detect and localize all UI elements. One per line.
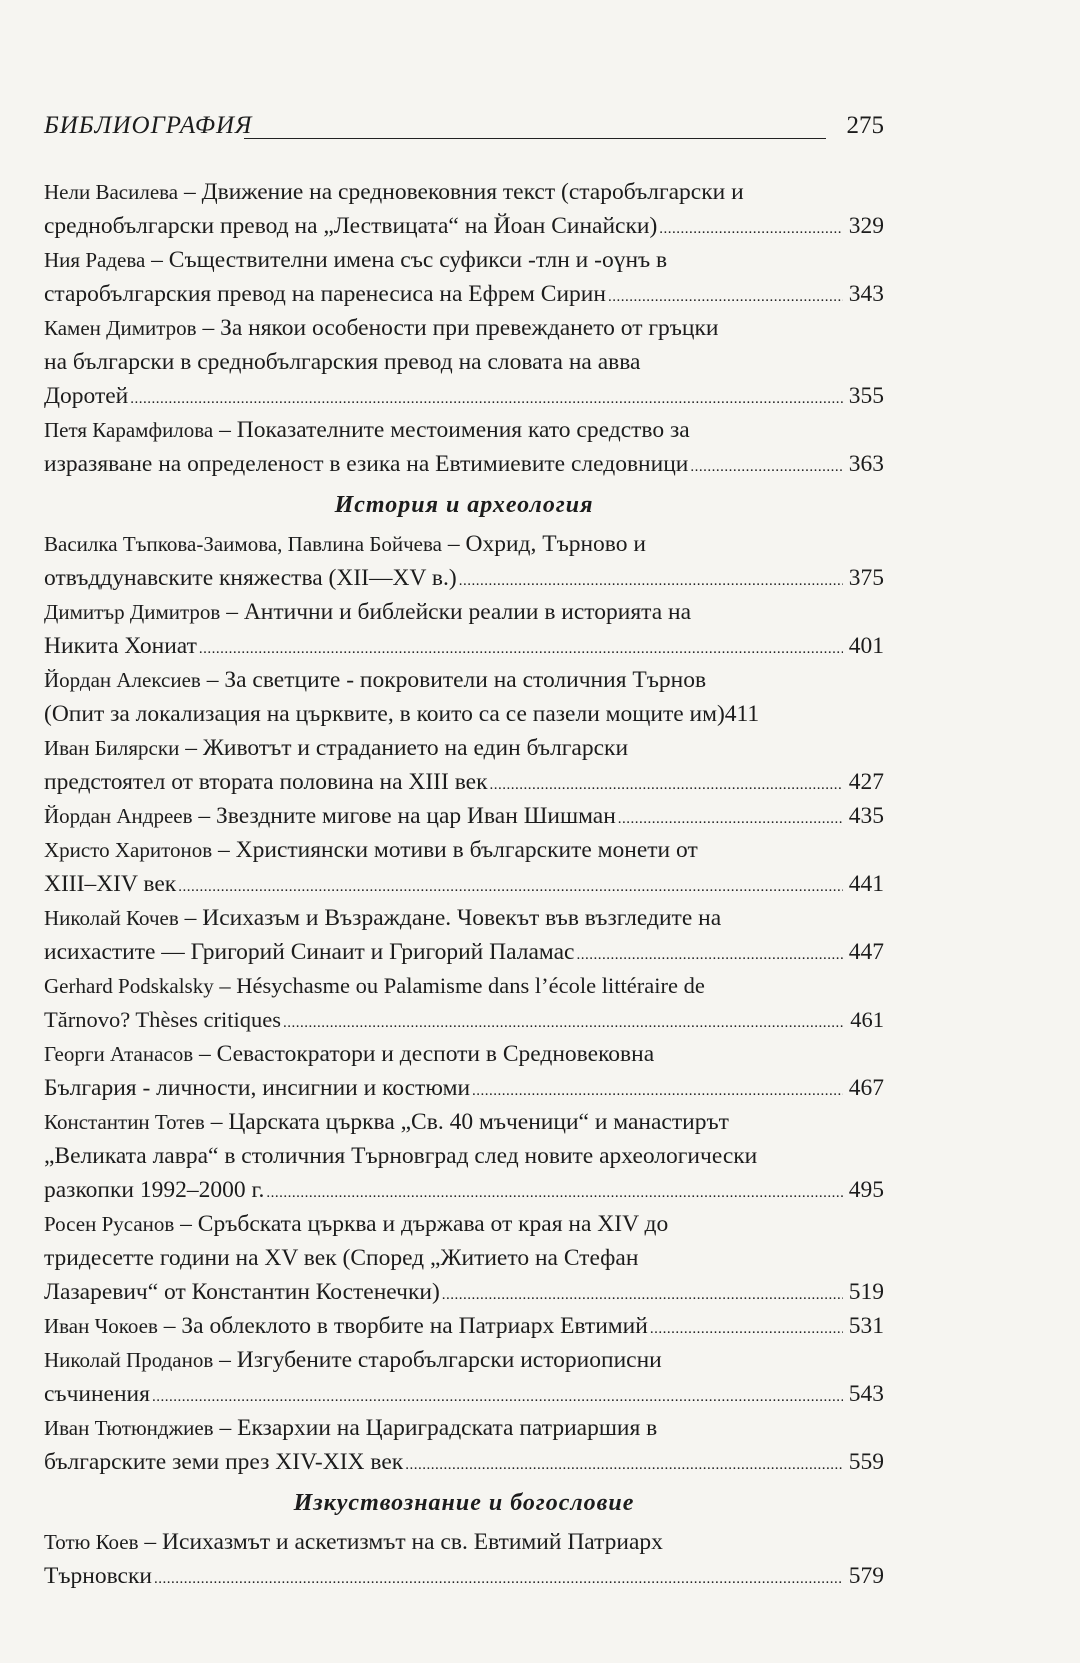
entry-title: XIII–XIV век — [44, 871, 177, 897]
table-of-contents — [44, 175, 884, 1593]
toc-line — [44, 243, 884, 277]
entry-title: – За светците - покровители на столичния Търнов — [200, 667, 707, 693]
entry-author: Нели Василева — [44, 180, 179, 204]
entry-page-number: 467 — [848, 1075, 884, 1101]
entry-title: тридесетте години на XV век (Според „Житието на Стефан — [44, 1245, 639, 1271]
entry-page-number: 375 — [848, 565, 884, 591]
entry-title: съчинения — [44, 1381, 150, 1407]
header-rule — [244, 138, 826, 139]
entry-page-number: 543 — [848, 1381, 884, 1407]
dot-leader — [490, 768, 843, 799]
entry-author: Николай Кочев — [44, 906, 179, 930]
toc-line — [44, 765, 884, 799]
dot-leader — [266, 1176, 842, 1207]
entry-author: Василка Тъпкова-Заимова, Павлина Бойчева — [44, 532, 442, 556]
entry-title: – Hésychasme ou Palamisme dans l’école littéraire de — [213, 973, 705, 998]
entry-title: – Исихазмът и аскетизмът на св. Евтимий Патриарх — [138, 1529, 663, 1555]
entry-title: среднобългарски превод на „Лествицата“ на Йоан Синайски) — [44, 213, 658, 239]
running-title: БИБЛИОГРАФИЯ — [44, 112, 253, 139]
entry-title: отвъддунавските княжества (XII—XV в.) — [44, 565, 457, 591]
entry-author: Николай Проданов — [44, 1348, 214, 1372]
entry-page-number: 559 — [848, 1449, 884, 1475]
entry-title: (Опит за локализация на църквите, в които са се пазели мощите им)411 — [44, 701, 760, 727]
entry-author: Иван Билярски — [44, 736, 180, 760]
toc-line — [44, 277, 884, 311]
entry-page-number: 461 — [850, 1007, 884, 1032]
entry-author: Тотю Коев — [44, 1530, 139, 1554]
entry-page-number: 435 — [848, 803, 884, 829]
dot-leader — [576, 938, 842, 969]
entry-title: – Животът и страданието на един български — [179, 735, 629, 761]
entry-title: – Исихазъм и Възраждане. Човекът във възгледите на — [178, 905, 722, 931]
toc-line — [44, 629, 884, 663]
entry-author: Константин Тотев — [44, 1110, 205, 1134]
toc-line — [44, 1105, 884, 1139]
toc-line — [44, 379, 884, 413]
section-heading: История и археология — [334, 492, 594, 518]
entry-title: предстоятел от втората половина на XIII век — [44, 769, 488, 795]
entry-title: „Великата лавра“ в столичния Търновград след новите археологически — [44, 1143, 758, 1169]
entry-page-number: 401 — [848, 633, 884, 659]
toc-line — [44, 209, 884, 243]
toc-line — [44, 663, 884, 697]
entry-author: Иван Тютюнджиев — [44, 1416, 214, 1440]
toc-line — [44, 1559, 884, 1593]
entry-title: – Сръбската църква и държава от края на XIV до — [174, 1211, 669, 1237]
entry-page-number: 343 — [848, 281, 884, 307]
toc-line — [44, 527, 884, 561]
toc-line — [44, 1071, 884, 1105]
toc-line — [44, 731, 884, 765]
entry-author: Gerhard Podskalsky — [44, 974, 214, 998]
entry-author: Камен Димитров — [44, 316, 197, 340]
entry-title: исихастите — Григорий Синаит и Григорий Паламас — [44, 939, 575, 965]
entry-title: – Изгубените старобългарски историописни — [213, 1347, 662, 1373]
dot-leader — [659, 212, 842, 243]
entry-page-number: 447 — [848, 939, 884, 965]
entry-title: Лазаревич“ от Константин Костенечки) — [44, 1279, 440, 1305]
entry-title: Никита Хониат — [44, 633, 197, 659]
toc-line — [44, 1445, 884, 1479]
entry-title: – За облеклото в творбите на Патриарх Евтимий — [157, 1313, 648, 1339]
entry-author: Георги Атанасов — [44, 1042, 194, 1066]
toc-line — [44, 1037, 884, 1071]
toc-line — [44, 935, 884, 969]
entry-title: – Звездните мигове на цар Иван Шишман — [192, 803, 616, 829]
dot-leader — [152, 1380, 843, 1411]
section-heading: Изкуствознание и богословие — [293, 1490, 635, 1516]
entry-title: Търновски — [44, 1563, 152, 1589]
toc-line — [44, 833, 884, 867]
entry-title: – Антични и библейски реалии в историята на — [220, 599, 692, 625]
entry-title: – Движение на средновековния текст (старобългарски и — [178, 179, 744, 205]
dot-leader — [608, 280, 843, 311]
toc-line — [44, 345, 884, 379]
toc-line — [44, 175, 884, 209]
entry-title: Доротей — [44, 383, 129, 409]
entry-author: Росен Русанов — [44, 1212, 175, 1236]
toc-line — [44, 1139, 884, 1173]
entry-author: Йордан Алексиев — [44, 668, 201, 692]
entry-title: на български в среднобългарския превод на словата на авва — [44, 349, 641, 375]
toc-line — [44, 311, 884, 345]
dot-leader — [199, 632, 843, 663]
entry-page-number: 441 — [848, 871, 884, 897]
toc-line — [44, 969, 884, 1003]
toc-line — [44, 595, 884, 629]
toc-line — [44, 1003, 884, 1037]
toc-line — [44, 1173, 884, 1207]
toc-line — [44, 1275, 884, 1309]
dot-leader — [618, 802, 843, 833]
dot-leader — [690, 450, 842, 481]
entry-page-number: 495 — [848, 1177, 884, 1203]
entry-title: – Севастократори и деспоти в Средновековна — [193, 1041, 655, 1067]
entry-page-number: 355 — [848, 383, 884, 409]
toc-line — [44, 1343, 884, 1377]
entry-title: – Царската църква „Св. 40 мъченици“ и манастирът — [204, 1109, 729, 1135]
entry-page-number: 427 — [848, 769, 884, 795]
entry-page-number: 579 — [848, 1563, 884, 1589]
entry-author: Йордан Андреев — [44, 804, 193, 828]
dot-leader — [459, 564, 843, 595]
entry-title: българските земи през XIV-XIX век — [44, 1449, 404, 1475]
running-header — [44, 106, 884, 146]
dot-leader — [405, 1448, 843, 1479]
toc-line — [44, 413, 884, 447]
entry-author: Христо Харитонов — [44, 838, 213, 862]
entry-title: разкопки 1992–2000 г. — [44, 1177, 265, 1203]
toc-line — [44, 561, 884, 595]
entry-title: старобългарския превод на паренесиса на Ефрем Сирин — [44, 281, 606, 307]
dot-leader — [472, 1074, 843, 1105]
toc-line — [44, 867, 884, 901]
page-number: 275 — [846, 112, 884, 139]
dot-leader — [130, 382, 843, 413]
entry-title: – Християнски мотиви в българските монети от — [212, 837, 698, 863]
entry-title: – Екзархии на Цариградската патриаршия в — [213, 1415, 658, 1441]
dot-leader — [442, 1278, 843, 1309]
entry-author: Петя Карамфилова — [44, 418, 214, 442]
entry-title: – Съществителни имена със суфикси -тлн и -оүнъ в — [145, 247, 668, 273]
toc-line — [44, 1377, 884, 1411]
entry-title: – Охрид, Търново и — [441, 531, 646, 557]
entry-page-number: 363 — [848, 451, 884, 477]
toc-line — [44, 1207, 884, 1241]
toc-line — [44, 1411, 884, 1445]
entry-author: Иван Чокоев — [44, 1314, 158, 1338]
entry-author: Ния Радева — [44, 248, 146, 272]
toc-line — [44, 799, 884, 833]
entry-author: Димитър Димитров — [44, 600, 221, 624]
entry-title: – За някои особености при превеждането от гръцки — [196, 315, 719, 341]
dot-leader — [650, 1312, 843, 1343]
toc-line — [44, 901, 884, 935]
toc-line — [44, 697, 884, 731]
toc-line — [44, 1525, 884, 1559]
toc-line — [44, 1241, 884, 1275]
entry-title: Tărnovo? Thèses critiques — [44, 1007, 282, 1032]
dot-leader — [154, 1562, 843, 1593]
toc-line — [44, 447, 884, 481]
dot-leader — [283, 1006, 844, 1037]
toc-line — [44, 1309, 884, 1343]
entry-page-number: 329 — [848, 213, 884, 239]
entry-page-number: 519 — [848, 1279, 884, 1305]
entry-title: изразяване на определеност в езика на Евтимиевите следовници — [44, 451, 689, 477]
entry-title: – Показателните местоимения като средство за — [213, 417, 690, 443]
entry-page-number: 531 — [848, 1313, 884, 1339]
entry-title: България - личности, инсигнии и костюми — [44, 1075, 471, 1101]
dot-leader — [178, 870, 843, 901]
